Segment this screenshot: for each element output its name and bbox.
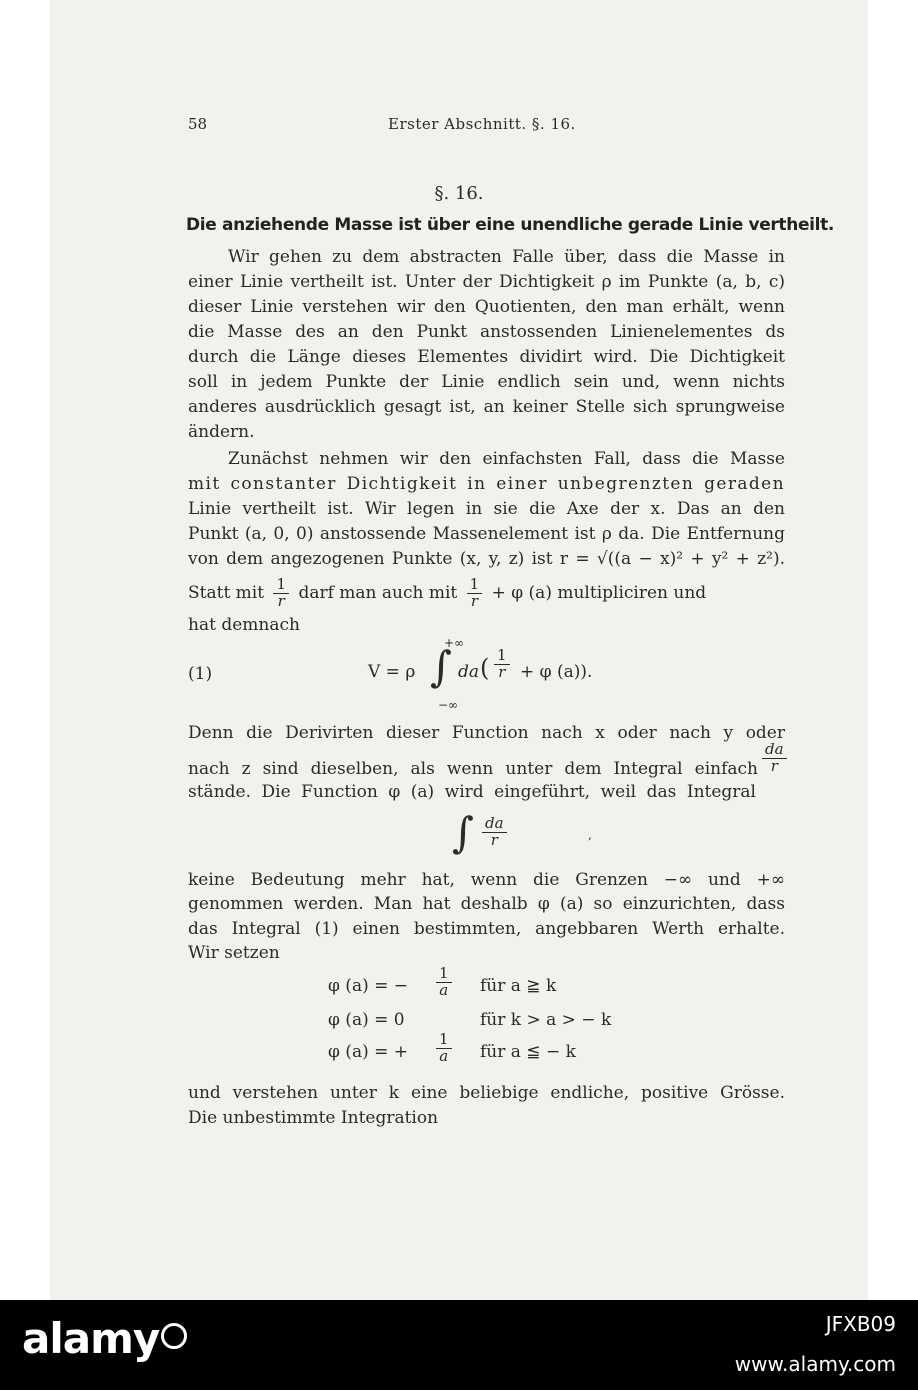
fraction-numerator: 1	[436, 1032, 452, 1049]
statt-pre: Statt mit	[188, 582, 265, 603]
case-condition: für k > a > − k	[480, 1010, 612, 1030]
text-line: und verstehen unter k eine beliebige endliche, positive Grösse.	[188, 1083, 785, 1103]
text-line: Wir gehen zu dem abstracten Falle über, dass die Masse in	[228, 247, 785, 267]
site-url: www.alamy.com	[734, 1352, 896, 1376]
case-lhs: φ (a) = −	[328, 976, 409, 996]
case-fraction	[436, 1032, 452, 1065]
fraction-numerator: 1	[436, 966, 452, 983]
text-line: ändern.	[188, 422, 255, 442]
statt-post: + φ (a) multipliciren und	[491, 582, 707, 603]
running-title: Erster Abschnitt. §. 16.	[388, 115, 576, 133]
brand-circle-icon	[161, 1323, 187, 1349]
text-line: anderes ausdrücklich gesagt ist, an keiner Stelle sich sprungweise	[188, 397, 785, 417]
fraction-denominator: r	[770, 756, 778, 775]
text-line: das Integral (1) einen bestimmten, angebbaren Werth erhalte.	[188, 919, 785, 939]
fraction-denominator: r	[490, 830, 498, 849]
section-heading: Die anziehende Masse ist über eine unendliche gerade Linie vertheilt.	[186, 215, 834, 235]
text-line: Denn die Derivirten dieser Function nach x oder nach y oder	[188, 723, 785, 743]
image-id: JFXB09	[825, 1312, 896, 1336]
section-number: §. 16.	[434, 183, 484, 204]
page-number: 58	[188, 115, 208, 133]
equation-rest: + φ (a)).	[520, 662, 593, 682]
integral-sign: ∫	[430, 642, 452, 691]
fraction-one-over-r	[467, 577, 483, 610]
integrand-da: da	[458, 662, 480, 682]
text-line: hat demnach	[188, 615, 300, 635]
text-line: keine Bedeutung mehr hat, wenn die Grenzen −∞ und +∞	[188, 870, 785, 890]
text-line: Die unbestimmte Integration	[188, 1108, 439, 1128]
fraction-numerator: da	[762, 742, 787, 759]
case-condition: für a ≦ − k	[480, 1042, 576, 1062]
running-head	[188, 115, 788, 139]
text-line: genommen werden. Man hat deshalb φ (a) so einzurichten, dass	[188, 894, 785, 914]
fraction-one-over-r	[273, 577, 289, 610]
fraction-denominator: r	[277, 591, 285, 610]
case-row	[328, 966, 668, 1006]
fraction-numerator: 1	[273, 577, 289, 594]
integral-lower-limit: −∞	[438, 698, 459, 712]
stock-photo-bar	[0, 1300, 918, 1390]
case-condition: für a ≧ k	[480, 976, 557, 996]
text-line: Zunächst nehmen wir den einfachsten Fall, dass die Masse	[228, 449, 785, 469]
fraction-denominator: r	[470, 591, 478, 610]
text-line: durch die Länge dieses Elementes dividirt wird. Die Dichtigkeit	[188, 347, 785, 367]
fraction-da-over-r	[482, 816, 507, 849]
text-line: soll in jedem Punkte der Linie endlich sein und, wenn nichts	[188, 372, 785, 392]
text-line: mit constanter Dichtigkeit in einer unbegrenzten geraden	[188, 474, 785, 494]
equation-1	[368, 636, 628, 710]
text-line: Wir setzen	[188, 943, 280, 963]
fraction-denominator: a	[439, 1046, 449, 1065]
brand-name: alamy	[22, 1314, 160, 1363]
text-line: Linie vertheilt ist. Wir legen in sie die Axe der x. Das an den	[188, 499, 785, 519]
case-row	[328, 1032, 668, 1072]
text-line: Punkt (a, 0, 0) anstossende Massenelement ist ρ da. Die Entfernung	[188, 524, 785, 544]
case-lhs: φ (a) = 0	[328, 1010, 405, 1030]
fraction-da-over-r	[762, 742, 787, 775]
equation-label: (1)	[188, 664, 213, 684]
text-line: nach z sind dieselben, als wenn unter dem Integral einfach	[188, 759, 758, 779]
integral-upper-limit: +∞	[444, 636, 465, 650]
equation-integral-da-r	[452, 808, 602, 864]
fraction-numerator: da	[482, 816, 507, 833]
statt-mid: darf man auch mit	[298, 582, 458, 603]
integral-sign: ∫	[452, 808, 474, 857]
fraction-numerator: 1	[467, 577, 483, 594]
text-line: von dem angezogenen Punkte (x, y, z) ist r = √((a − x)² + y² + z²).	[188, 549, 785, 569]
case-lhs: φ (a) = +	[328, 1042, 409, 1062]
text-line: stände. Die Function φ (a) wird eingeführt, weil das Integral	[188, 782, 756, 802]
statt-line	[188, 577, 785, 613]
case-fraction	[436, 966, 452, 999]
fraction-denominator: a	[439, 980, 449, 999]
fraction-one-over-r	[494, 648, 510, 681]
brand-logo	[22, 1314, 187, 1363]
text-line: die Masse des an den Punkt anstossenden Linienelementes ds	[188, 322, 785, 342]
text-line: einer Linie vertheilt ist. Unter der Dichtigkeit ρ im Punkte (a, b, c)	[188, 272, 785, 292]
text-line: dieser Linie verstehen wir den Quotienten, den man erhält, wenn	[188, 297, 785, 317]
fraction-denominator: r	[498, 662, 506, 681]
trailing-comma: ,	[588, 828, 592, 842]
equation-lhs: V = ρ	[368, 662, 416, 682]
open-paren: (	[480, 654, 490, 682]
fraction-numerator: 1	[494, 648, 510, 665]
